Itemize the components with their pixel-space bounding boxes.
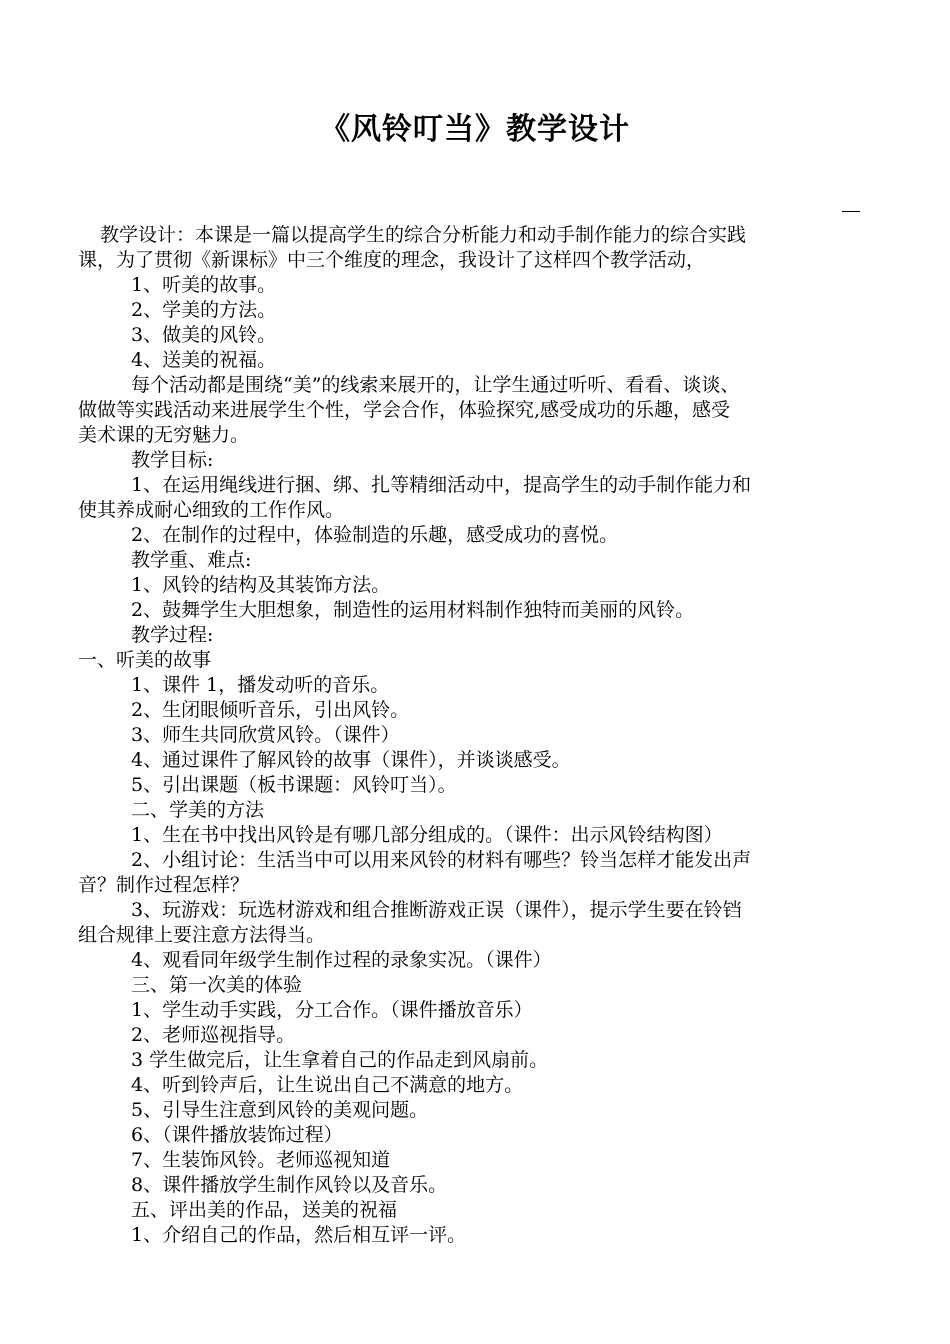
paragraph-line: 使其养成耐心细致的工作作风。 <box>78 499 345 521</box>
paragraph-line: 1、风铃的结构及其装饰方法。 <box>131 574 391 596</box>
section-heading: 五、评出美的作品，送美的祝福 <box>131 1199 398 1221</box>
paragraph-line: 1、在运用绳线进行捆、绑、扎等精细活动中，提高学生的动手制作能力和 <box>131 474 752 496</box>
section-heading: 教学重、难点: <box>131 549 252 571</box>
list-item: 3、师生共同欣赏风铃。（课件） <box>131 724 400 746</box>
paragraph-line: 教学设计：本课是一篇以提高学生的综合分析能力和动手制作能力的综合实践 <box>100 224 747 246</box>
list-item: 1、介绍自己的作品，然后相互评一评。 <box>131 1224 467 1246</box>
list-item: 3、玩游戏：玩选材游戏和组合推断游戏正误（课件），提示学生要在铃铛 <box>131 899 742 921</box>
section-heading: 三、第一次美的体验 <box>131 974 303 996</box>
list-item: 7、生装饰风铃。老师巡视知道 <box>131 1149 391 1171</box>
section-heading: 一、听美的故事 <box>78 649 212 671</box>
list-item: 8、课件播放学生制作风铃以及音乐。 <box>131 1174 448 1196</box>
list-item: 1、生在书中找出风铃是有哪几部分组成的。（课件：出示风铃结构图） <box>131 824 723 846</box>
section-heading: 二、学美的方法 <box>131 799 265 821</box>
section-heading: 教学过程: <box>131 624 214 646</box>
list-item: 组合规律上要注意方法得当。 <box>78 924 326 946</box>
paragraph-line: 美术课的无穷魅力。 <box>78 424 250 446</box>
document-title: 《风铃叮当》教学设计 <box>320 112 630 147</box>
list-item: 5、引出课题（板书课题：风铃叮当）。 <box>131 774 457 796</box>
paragraph-line: 每个活动都是围绕“美”的线索来展开的，让学生通过听听、看看、谈谈、 <box>131 374 740 396</box>
activity-item: 3、做美的风铃。 <box>131 324 277 346</box>
paragraph-line: 做做等实践活动来进展学生个性，学会合作，体验探究,感受成功的乐趣，感受 <box>78 399 731 421</box>
document-body <box>78 223 863 1248</box>
list-item: 3 学生做完后，让生拿着自己的作品走到风扇前。 <box>131 1049 549 1071</box>
activity-item: 1、听美的故事。 <box>131 274 277 296</box>
paragraph-line: 课，为了贯彻《新课标》中三个维度的理念，我设计了这样四个教学活动， <box>78 249 706 271</box>
activity-item: 2、学美的方法。 <box>131 299 277 321</box>
list-item: 1、学生动手实践，分工合作。（课件播放音乐） <box>131 999 533 1021</box>
list-item: 1、课件 1，播发动听的音乐。 <box>131 674 390 696</box>
list-item: 2、老师巡视指导。 <box>131 1024 296 1046</box>
list-item: 5、引导生注意到风铃的美观问题。 <box>131 1099 429 1121</box>
paragraph-line: 2、在制作的过程中，体验制造的乐趣，感受成功的喜悦。 <box>131 524 619 546</box>
list-item: 6、（课件播放装饰过程） <box>131 1124 343 1146</box>
list-item: 4、通过课件了解风铃的故事（课件），并谈谈感受。 <box>131 749 571 771</box>
list-item: 2、生闭眼倾听音乐，引出风铃。 <box>131 699 410 721</box>
header-rule <box>842 211 860 212</box>
list-item: 音？制作过程怎样？ <box>78 874 250 896</box>
list-item: 4、听到铃声后，让生说出自己不满意的地方。 <box>131 1074 524 1096</box>
section-heading: 教学目标: <box>131 449 214 471</box>
activity-item: 4、送美的祝福。 <box>131 349 277 371</box>
list-item: 4、观看同年级学生制作过程的录象实况。（课件） <box>131 949 552 971</box>
list-item: 2、小组讨论：生活当中可以用来风铃的材料有哪些？铃当怎样才能发出声 <box>131 849 752 871</box>
paragraph-line: 2、鼓舞学生大胆想象，制造性的运用材料制作独特而美丽的风铃。 <box>131 599 695 621</box>
